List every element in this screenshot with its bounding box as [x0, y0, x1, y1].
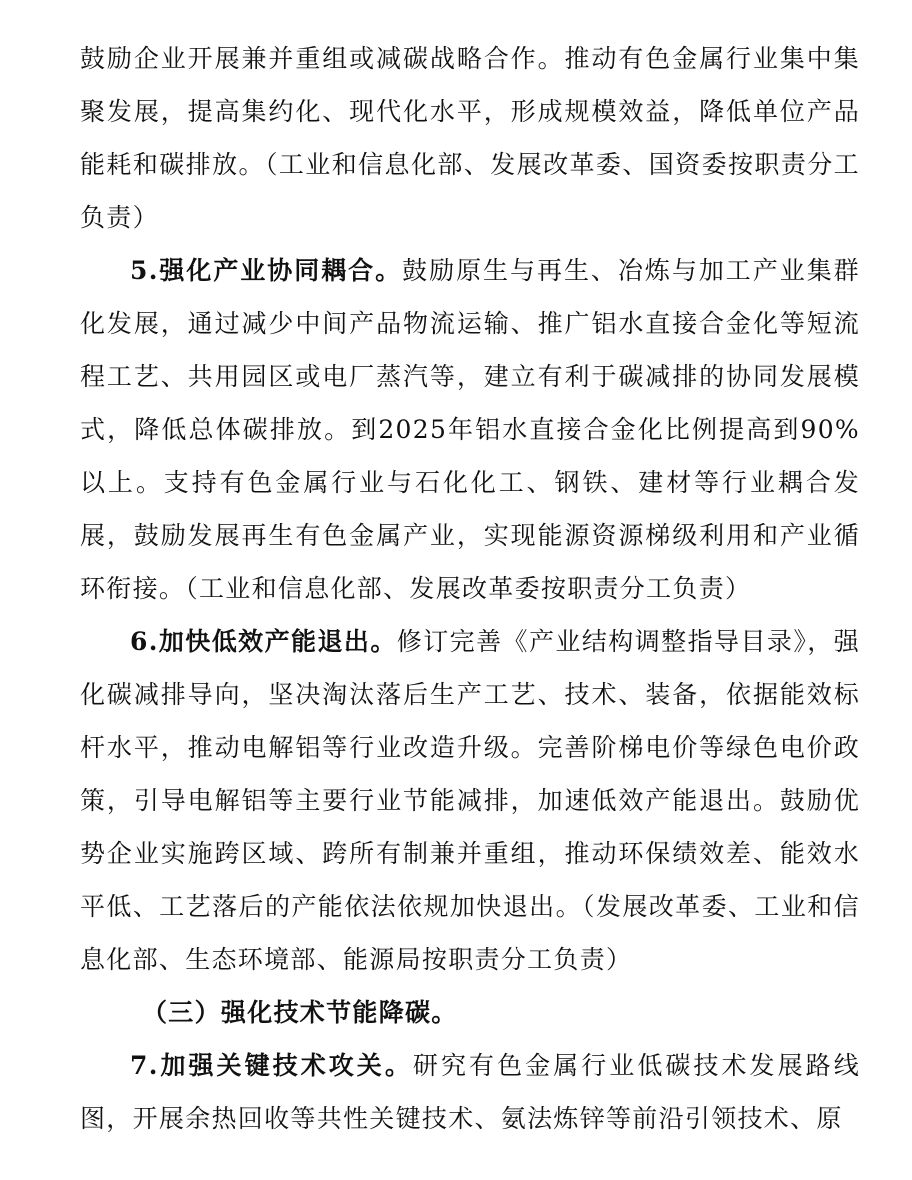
paragraph-5 — [80, 244, 860, 615]
paragraph-7-heading: 7.加强关键技术攻关。 — [130, 1051, 413, 1080]
paragraph-5-text: 鼓励原生与再生、冶炼与加工产业集群化发展，通过减少中间产品物流运输、推广铝水直接合金化等短流程工艺、共用园区或电厂蒸汽等，建立有利于碳减排的协同发展模式，降低总体碳排放。到2025年铝水直接合金化比例提高到90%以上。支持有色金属行业与石化化工、钢铁、建材等行业耦合发展，鼓励发展再生有色金属产业，实现能源资源梯级利用和产业循环衔接。（工业和信息化部、发展改革委按职责分工负责） — [80, 256, 860, 603]
paragraph-continuation — [80, 32, 860, 244]
paragraph-6-heading: 6.加快低效产能退出。 — [130, 627, 397, 656]
section-heading: （三）强化技术节能降碳。 — [142, 998, 458, 1027]
document-page — [80, 32, 860, 1145]
paragraph-continuation-text: 鼓励企业开展兼并重组或减碳战略合作。推动有色金属行业集中集聚发展，提高集约化、现代化水平，形成规模效益，降低单位产品能耗和碳排放。（工业和信息化部、发展改革委、国资委按职责分工负责） — [80, 44, 860, 232]
paragraph-5-heading: 5.强化产业协同耦合。 — [130, 256, 403, 285]
paragraph-6 — [80, 615, 860, 986]
paragraph-7 — [80, 1039, 860, 1145]
paragraph-7-text: 研究有色金属行业低碳技术发展路线图，开展余热回收等共性关键技术、氨法炼锌等前沿引领技术、原 — [80, 1051, 860, 1133]
paragraph-6-text: 修订完善《产业结构调整指导目录》，强化碳减排导向，坚决淘汰落后生产工艺、技术、装备，依据能效标杆水平，推动电解铝等行业改造升级。完善阶梯电价等绿色电价政策，引导电解铝等主要行业节能减排，加速低效产能退出。鼓励优势企业实施跨区域、跨所有制兼并重组，推动环保绩效差、能效水平低、工艺落后的产能依法依规加快退出。（发展改革委、工业和信息化部、生态环境部、能源局按职责分工负责） — [80, 627, 860, 974]
